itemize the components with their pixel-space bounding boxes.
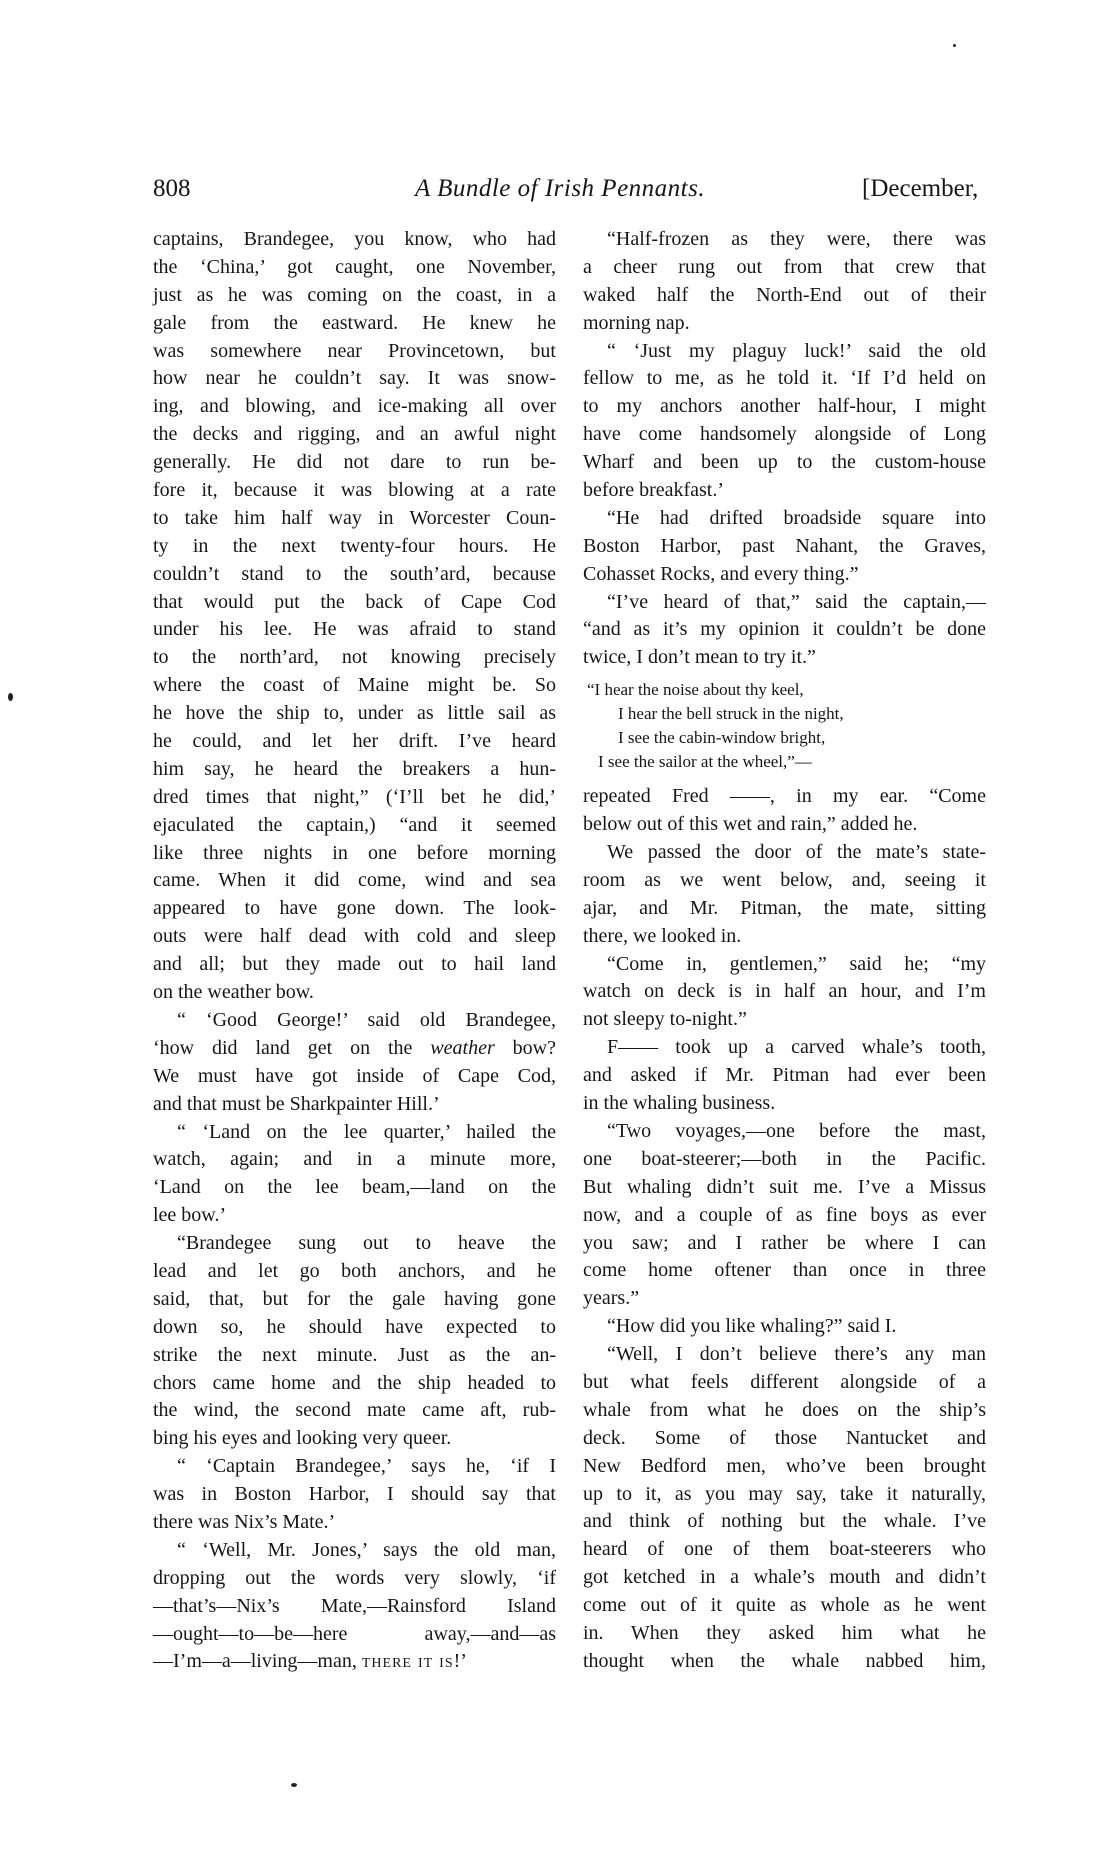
text-line: appeared to have gone down. The look- <box>153 897 556 920</box>
text-line: “ ‘Just my plaguy luck!’ said the old <box>607 339 986 362</box>
text-line: waked half the North-End out of their <box>583 283 986 306</box>
text-line: in. When they asked him what he <box>583 1621 986 1644</box>
text-line: to the north’ard, not knowing precisely <box>153 646 556 669</box>
text-line: Cohasset Rocks, and every thing.” <box>583 562 859 585</box>
text-span: !’ <box>453 1650 467 1673</box>
running-title: A Bundle of Irish Pennants. <box>415 175 706 202</box>
text-line: heard of one of them boat-steerers who <box>583 1538 986 1561</box>
text-line: “ ‘Land on the lee quarter,’ hailed the <box>177 1120 556 1143</box>
text-line: that would put the back of Cape Cod <box>153 590 556 613</box>
text-line: and asked if Mr. Pitman had ever been <box>583 1064 986 1087</box>
text-line: fellow to me, as he told it. ‘If I’d held on <box>583 367 986 390</box>
paragraph <box>583 338 986 505</box>
text-line: watch, again; and in a minute more, <box>153 1148 556 1171</box>
scan-speck <box>953 44 956 47</box>
text-line: now, and a couple of as fine boys as ever <box>583 1203 986 1226</box>
text-line: —that’s—Nix’s Mate,—Rainsford Island <box>153 1594 556 1617</box>
paragraph <box>583 951 986 1035</box>
text-line: generally. He did not dare to run be- <box>153 451 556 474</box>
verse-line: “I hear the noise about thy keel, <box>587 680 804 700</box>
italic-text: weather <box>430 1036 495 1059</box>
text-column-left <box>153 226 556 1676</box>
text-line: below out of this wet and rain,” added he. <box>583 813 918 836</box>
text-line: just as he was coming on the coast, in a <box>153 283 556 306</box>
text-line: was somewhere near Provincetown, but <box>153 339 556 362</box>
text-line: ‘Land on the lee beam,—land on the <box>153 1176 556 1199</box>
text-line: up to it, as you may say, take it naturally, <box>583 1482 986 1505</box>
text-line: and all; but they made out to hail land <box>153 953 556 976</box>
text-line: dropping out the words very slowly, ‘if <box>153 1566 556 1589</box>
text-line: there was Nix’s Mate.’ <box>153 1510 336 1533</box>
text-span: ‘how did land get on the <box>153 1036 431 1059</box>
text-line: come out of it quite as whole as he went <box>583 1594 986 1617</box>
verse-line: I see the sailor at the wheel,”— <box>598 752 812 772</box>
paragraph <box>153 1230 556 1453</box>
text-line: years.” <box>583 1287 640 1310</box>
paragraph <box>583 1118 986 1313</box>
text-line: and that must be Sharkpainter Hill.’ <box>153 1092 440 1115</box>
text-line <box>153 1648 556 1676</box>
text-line: down so, he should have expected to <box>153 1315 556 1338</box>
paragraph <box>583 1313 986 1341</box>
paragraph <box>153 226 556 1007</box>
text-line: strike the next minute. Just as the an- <box>153 1343 556 1366</box>
text-line: New Bedford men, who’ve been brought <box>583 1454 986 1477</box>
text-line: repeated Fred ——, in my ear. “Come <box>583 785 986 808</box>
text-line: lead and let go both anchors, and he <box>153 1259 556 1282</box>
text-span: bow? <box>494 1036 556 1059</box>
text-line: dred times that night,” (‘I’ll bet he did,’ <box>153 785 556 808</box>
text-line: come home oftener than once in three <box>583 1259 986 1282</box>
text-line: lee bow.’ <box>153 1204 227 1227</box>
paragraph <box>583 1341 986 1676</box>
text-line: the wind, the second mate came aft, rub- <box>153 1399 556 1422</box>
text-line: “He had drifted broadside square into <box>607 506 986 529</box>
text-line: watch on deck is in half an hour, and I’m <box>583 980 986 1003</box>
text-line: “ ‘Well, Mr. Jones,’ says the old man, <box>177 1538 556 1561</box>
text-line: “How did you like whaling?” said I. <box>607 1315 897 1338</box>
text-line: “ ‘Good George!’ said old Brandegee, <box>177 1008 556 1031</box>
text-line: bing his eyes and looking very queer. <box>153 1427 452 1450</box>
text-line: gale from the eastward. He knew he <box>153 311 556 334</box>
text-line: on the weather bow. <box>153 981 314 1004</box>
verse-quotation <box>583 678 986 774</box>
text-line: came. When it did come, wind and sea <box>153 869 556 892</box>
text-line: Boston Harbor, past Nahant, the Graves, <box>583 534 986 557</box>
text-line: before breakfast.’ <box>583 479 725 502</box>
text-line: chors came home and the ship headed to <box>153 1371 556 1394</box>
text-line: him say, he heard the breakers a hun- <box>153 757 556 780</box>
text-line: where the coast of Maine might be. So <box>153 674 556 697</box>
text-line: couldn’t stand to the south’ard, because <box>153 562 556 585</box>
paragraph <box>153 1007 556 1119</box>
text-line: “I’ve heard of that,” said the captain,— <box>607 590 986 613</box>
text-line: “Well, I don’t believe there’s any man <box>607 1343 986 1366</box>
text-line: “ ‘Captain Brandegee,’ says he, ‘if I <box>177 1455 556 1478</box>
text-line: whale from what he does on the ship’s <box>583 1398 986 1421</box>
text-line: the ‘China,’ got caught, one November, <box>153 255 556 278</box>
text-line: there, we looked in. <box>583 924 742 947</box>
text-line: “Half-frozen as they were, there was <box>607 228 986 250</box>
issue-month: [December, <box>862 175 979 202</box>
paragraph <box>583 1034 986 1118</box>
text-line: fore it, because it was blowing at a rate <box>153 479 556 502</box>
text-line: under his lee. He was afraid to stand <box>153 618 556 641</box>
text-line: We must have got inside of Cape Cod, <box>153 1064 556 1087</box>
text-line: to my anchors another half-hour, I might <box>583 395 986 418</box>
scan-speck <box>8 693 13 701</box>
text-line: ejaculated the captain,) “and it seemed <box>153 813 556 836</box>
text-line: and think of nothing but the whale. I’ve <box>583 1510 986 1533</box>
paragraph <box>153 1119 556 1231</box>
scan-speck <box>291 1783 297 1787</box>
text-line: like three nights in one before morning <box>153 841 556 864</box>
text-line: have come handsomely alongside of Long <box>583 423 986 446</box>
text-line: But whaling didn’t suit me. I’ve a Missus <box>583 1175 986 1198</box>
paragraph <box>583 839 986 951</box>
text-line: got ketched in a whale’s mouth and didn’t <box>583 1566 986 1589</box>
text-line: one boat-steerer;—both in the Pacific. <box>583 1147 986 1170</box>
paragraph <box>153 1537 556 1676</box>
text-line: said, that, but for the gale having gone <box>153 1287 556 1310</box>
text-line: thought when the whale nabbed him, <box>583 1649 986 1672</box>
smallcaps-text: there it is <box>361 1650 454 1673</box>
verse-line: I hear the bell struck in the night, <box>618 704 844 724</box>
text-line: Wharf and been up to the custom-house <box>583 451 986 474</box>
text-column-right <box>583 226 986 1676</box>
paragraph <box>583 589 986 673</box>
text-line: ty in the next twenty-four hours. He <box>153 534 556 557</box>
text-line: he hove the ship to, under as little sail as <box>153 702 556 725</box>
text-line: he could, and let her drift. I’ve heard <box>153 730 556 753</box>
text-line: was in Boston Harbor, I should say that <box>153 1483 556 1506</box>
verse-line: I see the cabin-window bright, <box>618 728 826 748</box>
text-line: ing, and blowing, and ice-making all over <box>153 395 556 418</box>
text-line: —ought—to—be—here away,—and—as <box>153 1622 556 1645</box>
text-span: —I’m—a—living—man, <box>153 1650 362 1673</box>
text-line: “Brandegee sung out to heave the <box>177 1232 556 1255</box>
text-line: outs were half dead with cold and sleep <box>153 925 556 948</box>
text-line: morning nap. <box>583 311 690 334</box>
paragraph <box>583 783 986 839</box>
text-line: “Come in, gentlemen,” said he; “my <box>607 952 986 975</box>
paragraph <box>583 505 986 589</box>
page-number: 808 <box>153 175 191 202</box>
paragraph <box>583 226 986 338</box>
paragraph <box>153 1453 556 1537</box>
text-line: in the whaling business. <box>583 1092 776 1115</box>
text-line: twice, I don’t mean to try it.” <box>583 646 816 669</box>
text-line: not sleepy to-night.” <box>583 1008 747 1031</box>
text-line: deck. Some of those Nantucket and <box>583 1426 986 1449</box>
text-line: but what feels different alongside of a <box>583 1370 986 1393</box>
text-line <box>153 1035 556 1063</box>
text-line: “Two voyages,—one before the mast, <box>607 1119 986 1142</box>
text-line: F—— took up a carved whale’s tooth, <box>607 1036 986 1059</box>
text-line: a cheer rung out from that crew that <box>583 255 986 278</box>
text-line: you saw; and I rather be where I can <box>583 1231 986 1254</box>
text-line: “and as it’s my opinion it couldn’t be done <box>583 618 986 641</box>
text-line: how near he couldn’t say. It was snow- <box>153 367 556 390</box>
text-line: room as we went below, and, seeing it <box>583 868 986 891</box>
text-line: We passed the door of the mate’s state- <box>607 841 986 864</box>
text-line: the decks and rigging, and an awful night <box>153 423 556 446</box>
text-line: ajar, and Mr. Pitman, the mate, sitting <box>583 896 986 919</box>
text-line: captains, Brandegee, you know, who had <box>153 228 556 250</box>
text-line: to take him half way in Worcester Coun- <box>153 506 556 529</box>
